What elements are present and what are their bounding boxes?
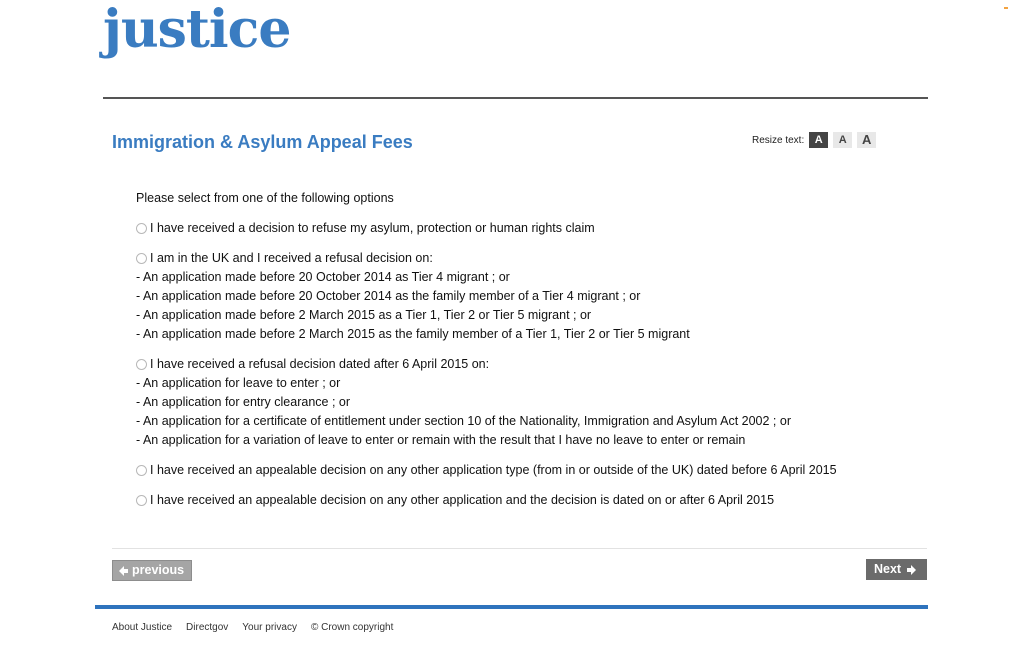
radio-option-3[interactable] bbox=[136, 359, 147, 370]
option-detail: - An application made before 2 March 2015 as the family member of a Tier 1, Tier 2 or Tier 5 migrant bbox=[136, 327, 690, 341]
option-refusal-after-april-2015 bbox=[136, 355, 926, 450]
previous-button[interactable] bbox=[112, 560, 192, 581]
footer-copyright: © Crown copyright bbox=[310, 622, 394, 633]
footer-links bbox=[112, 622, 407, 633]
radio-option-4[interactable] bbox=[136, 465, 147, 476]
option-detail-list bbox=[136, 374, 926, 450]
option-other-after-april-2015 bbox=[136, 491, 926, 510]
option-label: I am in the UK and I received a refusal decision on: bbox=[150, 251, 433, 265]
option-label: I have received an appealable decision on any other application and the decision is dated on or after 6 April 2015 bbox=[150, 493, 775, 507]
footer-bar bbox=[95, 605, 928, 609]
justice-logo[interactable]: justice bbox=[103, 0, 291, 60]
next-button-label: Next bbox=[874, 562, 902, 576]
text-size-large-button[interactable]: A bbox=[857, 132, 876, 148]
header-divider bbox=[103, 97, 928, 99]
next-button[interactable] bbox=[866, 559, 927, 580]
option-label: I have received an appealable decision on any other application type (from in or outside of the UK) dated before 6 April 2015 bbox=[150, 463, 837, 477]
option-detail: - An application made before 2 March 2015 as a Tier 1, Tier 2 or Tier 5 migrant ; or bbox=[136, 308, 592, 322]
resize-text-control bbox=[752, 132, 881, 148]
form-instruction: Please select from one of the following options bbox=[136, 191, 394, 205]
option-detail: - An application for entry clearance ; or bbox=[136, 395, 351, 409]
arrow-right-icon bbox=[911, 565, 916, 575]
footer-link-directgov[interactable]: Directgov bbox=[186, 622, 229, 633]
corner-mark bbox=[1004, 7, 1008, 9]
option-detail: - An application for a certificate of entitlement under section 10 of the Nationality, Immigration and Asylum Act 2002 ; or bbox=[136, 414, 791, 428]
option-asylum-claim bbox=[136, 219, 926, 238]
text-size-small-button[interactable]: A bbox=[809, 132, 828, 148]
radio-option-5[interactable] bbox=[136, 495, 147, 506]
option-label: I have received a refusal decision dated after 6 April 2015 on: bbox=[150, 357, 490, 371]
previous-button-label: previous bbox=[132, 563, 185, 577]
text-size-medium-button[interactable]: A bbox=[833, 132, 852, 148]
option-detail: - An application for a variation of leave to enter or remain with the result that I have no leave to enter or remain bbox=[136, 433, 746, 447]
resize-text-label: Resize text: bbox=[752, 134, 805, 146]
option-label: I have received a decision to refuse my asylum, protection or human rights claim bbox=[150, 221, 595, 235]
radio-option-2[interactable] bbox=[136, 253, 147, 264]
footer-link-about-justice[interactable]: About Justice bbox=[112, 622, 173, 633]
option-detail: - An application made before 20 October 2014 as the family member of a Tier 4 migrant ; or bbox=[136, 289, 641, 303]
radio-option-1[interactable] bbox=[136, 223, 147, 234]
options-form bbox=[136, 189, 926, 521]
option-uk-refusal bbox=[136, 249, 926, 344]
option-other-before-april-2015 bbox=[136, 461, 926, 480]
option-detail: - An application made before 20 October 2014 as Tier 4 migrant ; or bbox=[136, 270, 510, 284]
option-detail: - An application for leave to enter ; or bbox=[136, 376, 341, 390]
form-divider bbox=[112, 548, 927, 549]
arrow-left-icon-stem bbox=[124, 569, 128, 573]
footer-link-your-privacy[interactable]: Your privacy bbox=[242, 622, 297, 633]
option-detail-list bbox=[136, 268, 926, 344]
page-title: Immigration & Asylum Appeal Fees bbox=[112, 132, 413, 152]
